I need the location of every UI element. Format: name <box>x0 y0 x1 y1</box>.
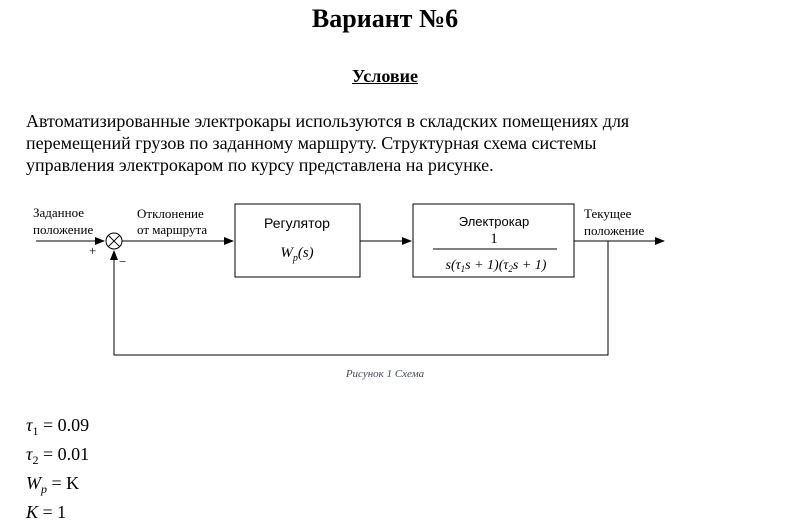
paragraph-line: Автоматизированные электрокары используются в складских помещениях для <box>26 111 630 131</box>
regulator-title: Регулятор <box>264 215 330 231</box>
section-heading: Условие <box>352 66 418 86</box>
problem-statement <box>26 110 746 176</box>
plant-numerator: 1 <box>490 231 498 247</box>
error-label-line1: Отклонение <box>137 206 204 221</box>
input-label-line2: положение <box>33 222 94 237</box>
paragraph-line: управления электрокаром по курсу представлена на рисунке. <box>26 155 494 175</box>
param-row: $\tau_2 = 0.01$ <box>26 444 90 467</box>
paragraph-line: перемещений грузов по заданному маршруту. Структурная схема системы <box>26 133 597 153</box>
plant-title: Электрокар <box>458 214 530 229</box>
minus-sign: − <box>119 254 127 269</box>
page-title: Вариант №6 <box>311 4 459 33</box>
regulator-transfer-function: $W_p(s)$ <box>280 245 314 264</box>
param-row: $W_p = K$ <box>26 473 80 496</box>
figure-caption: Рисунок 1 Схема <box>345 368 425 380</box>
output-label-line2: положение <box>584 223 645 238</box>
block-diagram <box>0 195 787 365</box>
plus-sign: + <box>89 243 97 258</box>
input-label-line1: Заданное <box>33 205 85 220</box>
param-row: $\tau_1 = 0.09$ <box>26 415 90 438</box>
summing-junction <box>106 233 122 249</box>
output-label-line1: Текущее <box>584 206 632 221</box>
param-row: K = 1 <box>26 502 67 522</box>
error-label-line2: от маршрута <box>137 222 208 237</box>
plant-denominator: $s(\tau_1s + 1)(\tau_2s + 1)$ <box>445 258 547 274</box>
